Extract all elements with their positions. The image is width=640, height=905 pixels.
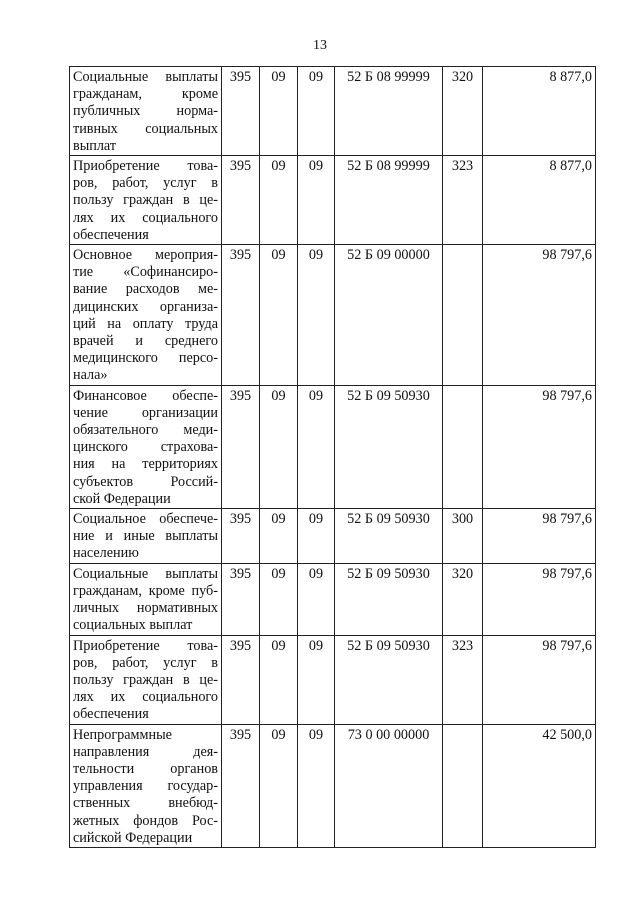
- amount-cell: 8 877,0: [483, 67, 596, 156]
- expense-name-line: обязательного меди-: [73, 422, 218, 439]
- ministry-code-cell: 395: [222, 563, 260, 635]
- expense-type-cell: 320: [443, 67, 483, 156]
- section-code-cell: 09: [260, 509, 298, 564]
- subsection-code-cell: 09: [298, 635, 335, 724]
- table-row: [70, 724, 596, 847]
- expense-name-line: тие «Софинансиро-: [73, 264, 218, 281]
- expense-name-line: врачей и среднего: [73, 333, 218, 350]
- expense-name-line: лях их социального: [73, 209, 218, 226]
- expense-name-line: обеспечения: [73, 706, 149, 723]
- amount-cell: 98 797,6: [483, 509, 596, 564]
- section-code-cell: 09: [260, 635, 298, 724]
- page-number: 13: [313, 38, 327, 53]
- expense-name-line: Финансовое обеспе-: [73, 387, 218, 404]
- expense-name-line: лях их социального: [73, 689, 218, 706]
- section-code-cell: 09: [260, 563, 298, 635]
- subsection-code-cell: 09: [298, 67, 335, 156]
- expense-name-line: управления государ-: [73, 778, 218, 795]
- amount-cell: 98 797,6: [483, 245, 596, 386]
- expense-name-line: социальных выплат: [73, 617, 193, 634]
- expense-name-line: ние и иные выплаты: [73, 528, 218, 545]
- expense-name-line: ственных внебюд-: [73, 795, 218, 812]
- expense-name-line: ров, работ, услуг в: [73, 175, 218, 192]
- target-article-cell: 73 0 00 00000: [335, 724, 443, 847]
- ministry-code-cell: 395: [222, 385, 260, 508]
- expense-type-cell: [443, 724, 483, 847]
- expense-name-line: нала»: [73, 367, 108, 384]
- amount-cell: 98 797,6: [483, 635, 596, 724]
- target-article-cell: 52 Б 09 50930: [335, 385, 443, 508]
- expense-name-line: тельности органов: [73, 760, 218, 777]
- amount-cell: 42 500,0: [483, 724, 596, 847]
- table-row: [70, 509, 596, 564]
- subsection-code-cell: 09: [298, 509, 335, 564]
- expense-name-line: направления дея-: [73, 743, 218, 760]
- subsection-code-cell: 09: [298, 724, 335, 847]
- expense-name-line: вание расходов ме-: [73, 281, 218, 298]
- target-article-cell: 52 Б 09 50930: [335, 563, 443, 635]
- expense-type-cell: 323: [443, 156, 483, 245]
- expense-type-cell: [443, 385, 483, 508]
- expense-name-line: публичных норма-: [73, 103, 218, 120]
- target-article-cell: 52 Б 09 50930: [335, 509, 443, 564]
- subsection-code-cell: 09: [298, 156, 335, 245]
- expense-name-line: медицинского персо-: [73, 350, 218, 367]
- section-code-cell: 09: [260, 156, 298, 245]
- table-row: [70, 385, 596, 508]
- expense-name-cell: [70, 724, 222, 847]
- table-body: [70, 67, 596, 848]
- expense-name-line: дицинских организа-: [73, 298, 218, 315]
- expense-name-line: ской Федерации: [73, 490, 171, 507]
- expense-name-line: цинского страхова-: [73, 439, 218, 456]
- table-row: [70, 156, 596, 245]
- expense-name-line: ций на оплату труда: [73, 315, 218, 332]
- expense-name-line: Приобретение това-: [73, 637, 218, 654]
- expense-name-line: пользу граждан в це-: [73, 192, 218, 209]
- expense-name-cell: [70, 509, 222, 564]
- expense-name-line: личных нормативных: [73, 600, 218, 617]
- expense-name-line: выплат: [73, 137, 117, 154]
- table-row: [70, 635, 596, 724]
- subsection-code-cell: 09: [298, 563, 335, 635]
- expense-type-cell: 323: [443, 635, 483, 724]
- section-code-cell: 09: [260, 67, 298, 156]
- expense-name-line: гражданам, кроме пуб-: [73, 582, 218, 599]
- expense-type-cell: 320: [443, 563, 483, 635]
- expense-type-cell: 300: [443, 509, 483, 564]
- table-row: [70, 245, 596, 386]
- expense-name-line: Социальные выплаты: [73, 69, 218, 85]
- amount-cell: 98 797,6: [483, 385, 596, 508]
- section-code-cell: 09: [260, 724, 298, 847]
- expense-name-cell: [70, 385, 222, 508]
- expense-name-line: Социальное обеспече-: [73, 511, 218, 528]
- expense-name-line: Основное мероприя-: [73, 247, 218, 264]
- expense-name-line: населению: [73, 545, 139, 562]
- expense-name-line: Приобретение това-: [73, 158, 218, 175]
- table-row: [70, 563, 596, 635]
- expense-name-line: обеспечения: [73, 226, 149, 243]
- expense-name-line: пользу граждан в це-: [73, 671, 218, 688]
- expense-name-line: гражданам, кроме: [73, 86, 218, 103]
- expense-name-cell: [70, 635, 222, 724]
- section-code-cell: 09: [260, 245, 298, 386]
- budget-table: [69, 66, 596, 848]
- expense-name-line: Непрограммные: [73, 726, 172, 743]
- expense-name-cell: [70, 245, 222, 386]
- ministry-code-cell: 395: [222, 635, 260, 724]
- ministry-code-cell: 395: [222, 67, 260, 156]
- target-article-cell: 52 Б 08 99999: [335, 156, 443, 245]
- target-article-cell: 52 Б 09 00000: [335, 245, 443, 386]
- expense-name-line: субъектов Россий-: [73, 473, 218, 490]
- expense-name-cell: [70, 67, 222, 156]
- subsection-code-cell: 09: [298, 245, 335, 386]
- subsection-code-cell: 09: [298, 385, 335, 508]
- expense-name-cell: [70, 563, 222, 635]
- ministry-code-cell: 395: [222, 724, 260, 847]
- expense-name-line: жетных фондов Рос-: [73, 812, 218, 829]
- expense-name-cell: [70, 156, 222, 245]
- amount-cell: 8 877,0: [483, 156, 596, 245]
- ministry-code-cell: 395: [222, 156, 260, 245]
- ministry-code-cell: 395: [222, 245, 260, 386]
- expense-type-cell: [443, 245, 483, 386]
- expense-name-line: Социальные выплаты: [73, 565, 218, 582]
- expense-name-line: тивных социальных: [73, 120, 218, 137]
- table-row: [70, 67, 596, 156]
- expense-name-line: ния на территориях: [73, 456, 218, 473]
- target-article-cell: 52 Б 08 99999: [335, 67, 443, 156]
- amount-cell: 98 797,6: [483, 563, 596, 635]
- expense-name-line: чение организации: [73, 404, 218, 421]
- section-code-cell: 09: [260, 385, 298, 508]
- expense-name-line: ров, работ, услуг в: [73, 654, 218, 671]
- expense-name-line: сийской Федерации: [73, 829, 193, 846]
- target-article-cell: 52 Б 09 50930: [335, 635, 443, 724]
- ministry-code-cell: 395: [222, 509, 260, 564]
